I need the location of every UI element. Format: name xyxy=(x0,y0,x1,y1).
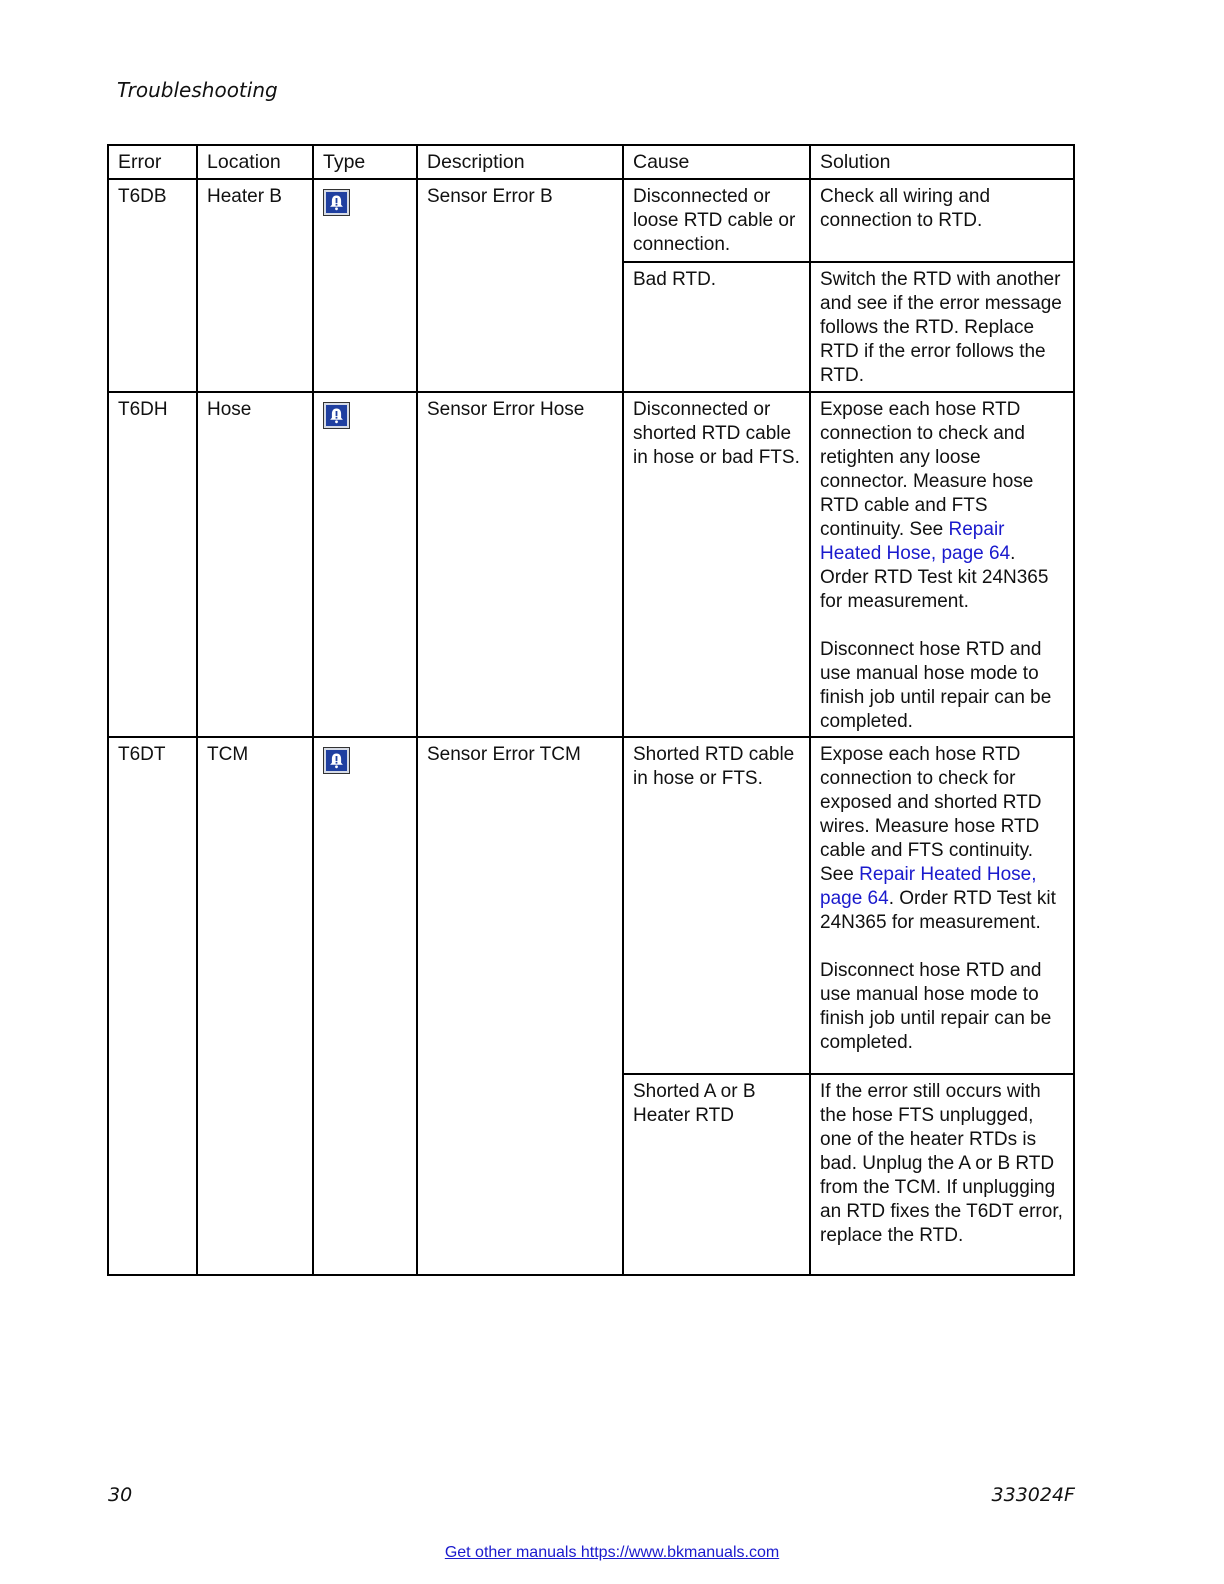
repair-heated-hose-link[interactable]: Repair Heated Hose, page 64 xyxy=(820,864,1037,909)
alarm-bell-icon xyxy=(323,189,350,216)
solution-extra: Disconnect hose RTD and use manual hose mode to finish job until repair can be completed. xyxy=(820,960,1052,1053)
error-type xyxy=(313,737,417,1275)
solution-cell: Check all wiring and connection to RTD. xyxy=(810,179,1074,262)
column-header-location: Location xyxy=(197,145,313,179)
error-type xyxy=(313,179,417,392)
error-code: T6DB xyxy=(108,179,197,392)
manuals-link[interactable]: Get other manuals https://www.bkmanuals.com xyxy=(444,1544,780,1561)
solution-text: Expose each hose RTD connection to check and retighten any loose connector. Measure hose RTD cable and FTS continuity. See xyxy=(820,399,1034,540)
error-location: TCM xyxy=(197,737,313,1275)
error-description: Sensor Error B xyxy=(417,179,623,392)
document-number: 333024F xyxy=(991,1484,1075,1506)
error-code: T6DH xyxy=(108,392,197,737)
error-type xyxy=(313,392,417,737)
solution-cell xyxy=(810,392,1074,737)
cause-cell: Bad RTD. xyxy=(623,262,810,392)
cause-cell: Disconnected or loose RTD cable or connection. xyxy=(623,179,810,262)
cause-cell: Shorted A or B Heater RTD xyxy=(623,1074,810,1275)
table-header-row xyxy=(108,145,1074,179)
solution-cell: Switch the RTD with another and see if the error message follows the RTD. Replace RTD if the error follows the RTD. xyxy=(810,262,1074,392)
error-location: Hose xyxy=(197,392,313,737)
solution-text: . Order RTD Test kit 24N365 for measurement. xyxy=(820,543,1049,612)
table-row xyxy=(108,179,1074,262)
cause-cell: Disconnected or shorted RTD cable in hose or bad FTS. xyxy=(623,392,810,737)
error-description: Sensor Error Hose xyxy=(417,392,623,737)
error-location: Heater B xyxy=(197,179,313,392)
table-row xyxy=(108,737,1074,1074)
alarm-bell-icon xyxy=(323,747,350,774)
column-header-description: Description xyxy=(417,145,623,179)
column-header-cause: Cause xyxy=(623,145,810,179)
column-header-type: Type xyxy=(313,145,417,179)
cause-cell: Shorted RTD cable in hose or FTS. xyxy=(623,737,810,1074)
column-header-error: Error xyxy=(108,145,197,179)
section-title: Troubleshooting xyxy=(117,78,278,102)
solution-extra: Disconnect hose RTD and use manual hose mode to finish job until repair can be completed. xyxy=(820,639,1052,732)
page-number: 30 xyxy=(108,1484,133,1506)
error-code: T6DT xyxy=(108,737,197,1275)
solution-text: Expose each hose RTD connection to check for exposed and shorted RTD wires. Measure hose RTD cable and FTS continuity. See xyxy=(820,744,1042,885)
error-description: Sensor Error TCM xyxy=(417,737,623,1275)
table-row xyxy=(108,392,1074,737)
alarm-bell-icon xyxy=(323,402,350,429)
repair-heated-hose-link[interactable]: Repair Heated Hose, page 64 xyxy=(820,519,1011,564)
solution-text: . Order RTD Test kit 24N365 for measurement. xyxy=(820,888,1056,933)
solution-cell: If the error still occurs with the hose FTS unplugged, one of the heater RTDs is bad. Unplug the A or B RTD from the TCM. If unplugging an RTD fixes the T6DT error, replace the RTD. xyxy=(810,1074,1074,1275)
error-table xyxy=(107,144,1075,1276)
column-header-solution: Solution xyxy=(810,145,1074,179)
solution-cell xyxy=(810,737,1074,1074)
